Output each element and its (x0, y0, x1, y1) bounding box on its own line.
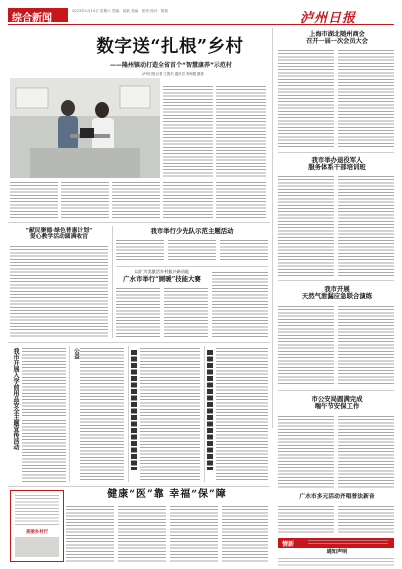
article-a3-text-3 (212, 272, 268, 338)
rule-lower-2 (128, 346, 129, 482)
ad-name: 情新 (282, 541, 295, 548)
article-a2-text-2 (168, 240, 216, 262)
rule-under-lead (8, 222, 270, 223)
article-a5-text-1 (278, 176, 334, 276)
lead-headline: 数字送“扎根”乡村 (96, 37, 244, 57)
masthead-rule (8, 24, 394, 25)
rule-a4-a5 (278, 152, 394, 153)
lead-text-col-6 (163, 182, 213, 218)
lower-text-1b (22, 420, 66, 482)
ad-text (308, 540, 388, 546)
article-a8-title: 广水市多元活动齐唱普法新音 (299, 494, 375, 500)
lead-text-col-3 (10, 182, 58, 218)
article-a4-title: 上海市湖北随州商会 召开一届一次会员大会 (306, 31, 368, 45)
vertical-head-2-glyph: 公益 (73, 348, 79, 360)
article-a4-text-2 (338, 50, 394, 148)
article-a8-text-2 (338, 506, 394, 534)
lower-text-4 (216, 348, 268, 482)
article-a2-text-1 (116, 240, 164, 262)
article-a6-text-2 (338, 306, 394, 386)
bottom-left-box (10, 490, 64, 562)
vertical-head-left: 我市开展入学前用品安全主题宣传活动 (12, 348, 19, 450)
lead-text-col-2 (216, 86, 266, 178)
rule-a2-a3 (116, 266, 268, 267)
lead-text-col-5 (112, 182, 160, 218)
right-column-rule (272, 28, 273, 428)
vertical-head-2 (72, 348, 80, 468)
lead-text-col-1 (163, 86, 213, 178)
paper-logo: 泸州日报 (300, 11, 357, 26)
article-a3-kicker: 以扩为美激活乡村振兴新动能 (134, 269, 190, 274)
article-a7-title: 市公安局圆满完成 端午节安保工作 (311, 395, 363, 410)
lead-text-col-7 (216, 182, 266, 218)
article-a2-title: 我市举行少先队示范主题活动 (150, 227, 234, 235)
article-a9-text-2 (118, 506, 166, 562)
lower-text-3 (140, 348, 200, 482)
article-a8-text-1 (278, 506, 334, 534)
notice-title: 通知声明 (326, 549, 348, 555)
article-a2-text-3 (220, 240, 268, 262)
bottom-left-box-text (15, 495, 59, 527)
section-title: 综合新闻 (12, 13, 52, 24)
lower-text-1 (22, 348, 66, 416)
rule-mid-band (8, 342, 270, 343)
article-a3-text-2 (164, 288, 208, 338)
lead-photo (10, 78, 160, 178)
photo-illustration (10, 78, 160, 178)
article-a9-title: 健康“医”靠 幸福“保”障 (107, 489, 227, 500)
rule-a1-a2 (112, 226, 113, 338)
notice-text (278, 558, 394, 566)
article-a9-text-3 (170, 506, 218, 562)
ad-banner (278, 538, 394, 548)
rule-a6-a7 (278, 390, 394, 391)
lead-byline: 泸州日报记者 王胜杰 通讯员 李海霞 摄影 (142, 72, 204, 76)
article-a5-text-2 (338, 176, 394, 276)
bottom-left-box-title: 美丽乡村行 (26, 530, 48, 535)
article-a6-title: 我市开展 天然气泄漏应急联合演练 (301, 285, 373, 300)
vertical-head-4-bar (207, 350, 213, 470)
article-a1-title: “献民聚德·绿色普惠计划” 爱心教学活动圆满收官 (25, 228, 93, 241)
lead-subtitle: ——隆州镇动打造全省首个“智慧康养”示范村 (110, 62, 232, 69)
vertical-head-3-bar (131, 350, 137, 470)
rule-a5-a6 (278, 280, 394, 281)
lead-text-col-4 (61, 182, 109, 218)
article-a4-text-1 (278, 50, 334, 148)
section-banner (8, 8, 68, 22)
rule-lower-bottom (8, 486, 270, 487)
article-a5-title: 我市举办退役军人 服务体系干部培训班 (308, 156, 366, 171)
bottom-left-box-image (15, 537, 59, 557)
article-a1-text (10, 246, 108, 338)
article-a7-text-1 (278, 416, 334, 488)
article-a6-text-1 (278, 306, 334, 386)
article-a7-text-2 (338, 416, 394, 488)
masthead-meta: 2023年1月14日 星期六 责编：周新 美编：张彤 校对：陈茜 (72, 9, 169, 13)
article-a9-text-4 (222, 506, 268, 562)
article-a3-title: 广水市举行“厕暖”技能大赛 (123, 275, 201, 283)
lower-text-2 (80, 348, 124, 482)
rule-lower-1 (69, 346, 70, 482)
rule-lower-3 (204, 346, 205, 482)
article-a9-text-1 (66, 506, 114, 562)
article-a3-text-1 (116, 288, 160, 338)
